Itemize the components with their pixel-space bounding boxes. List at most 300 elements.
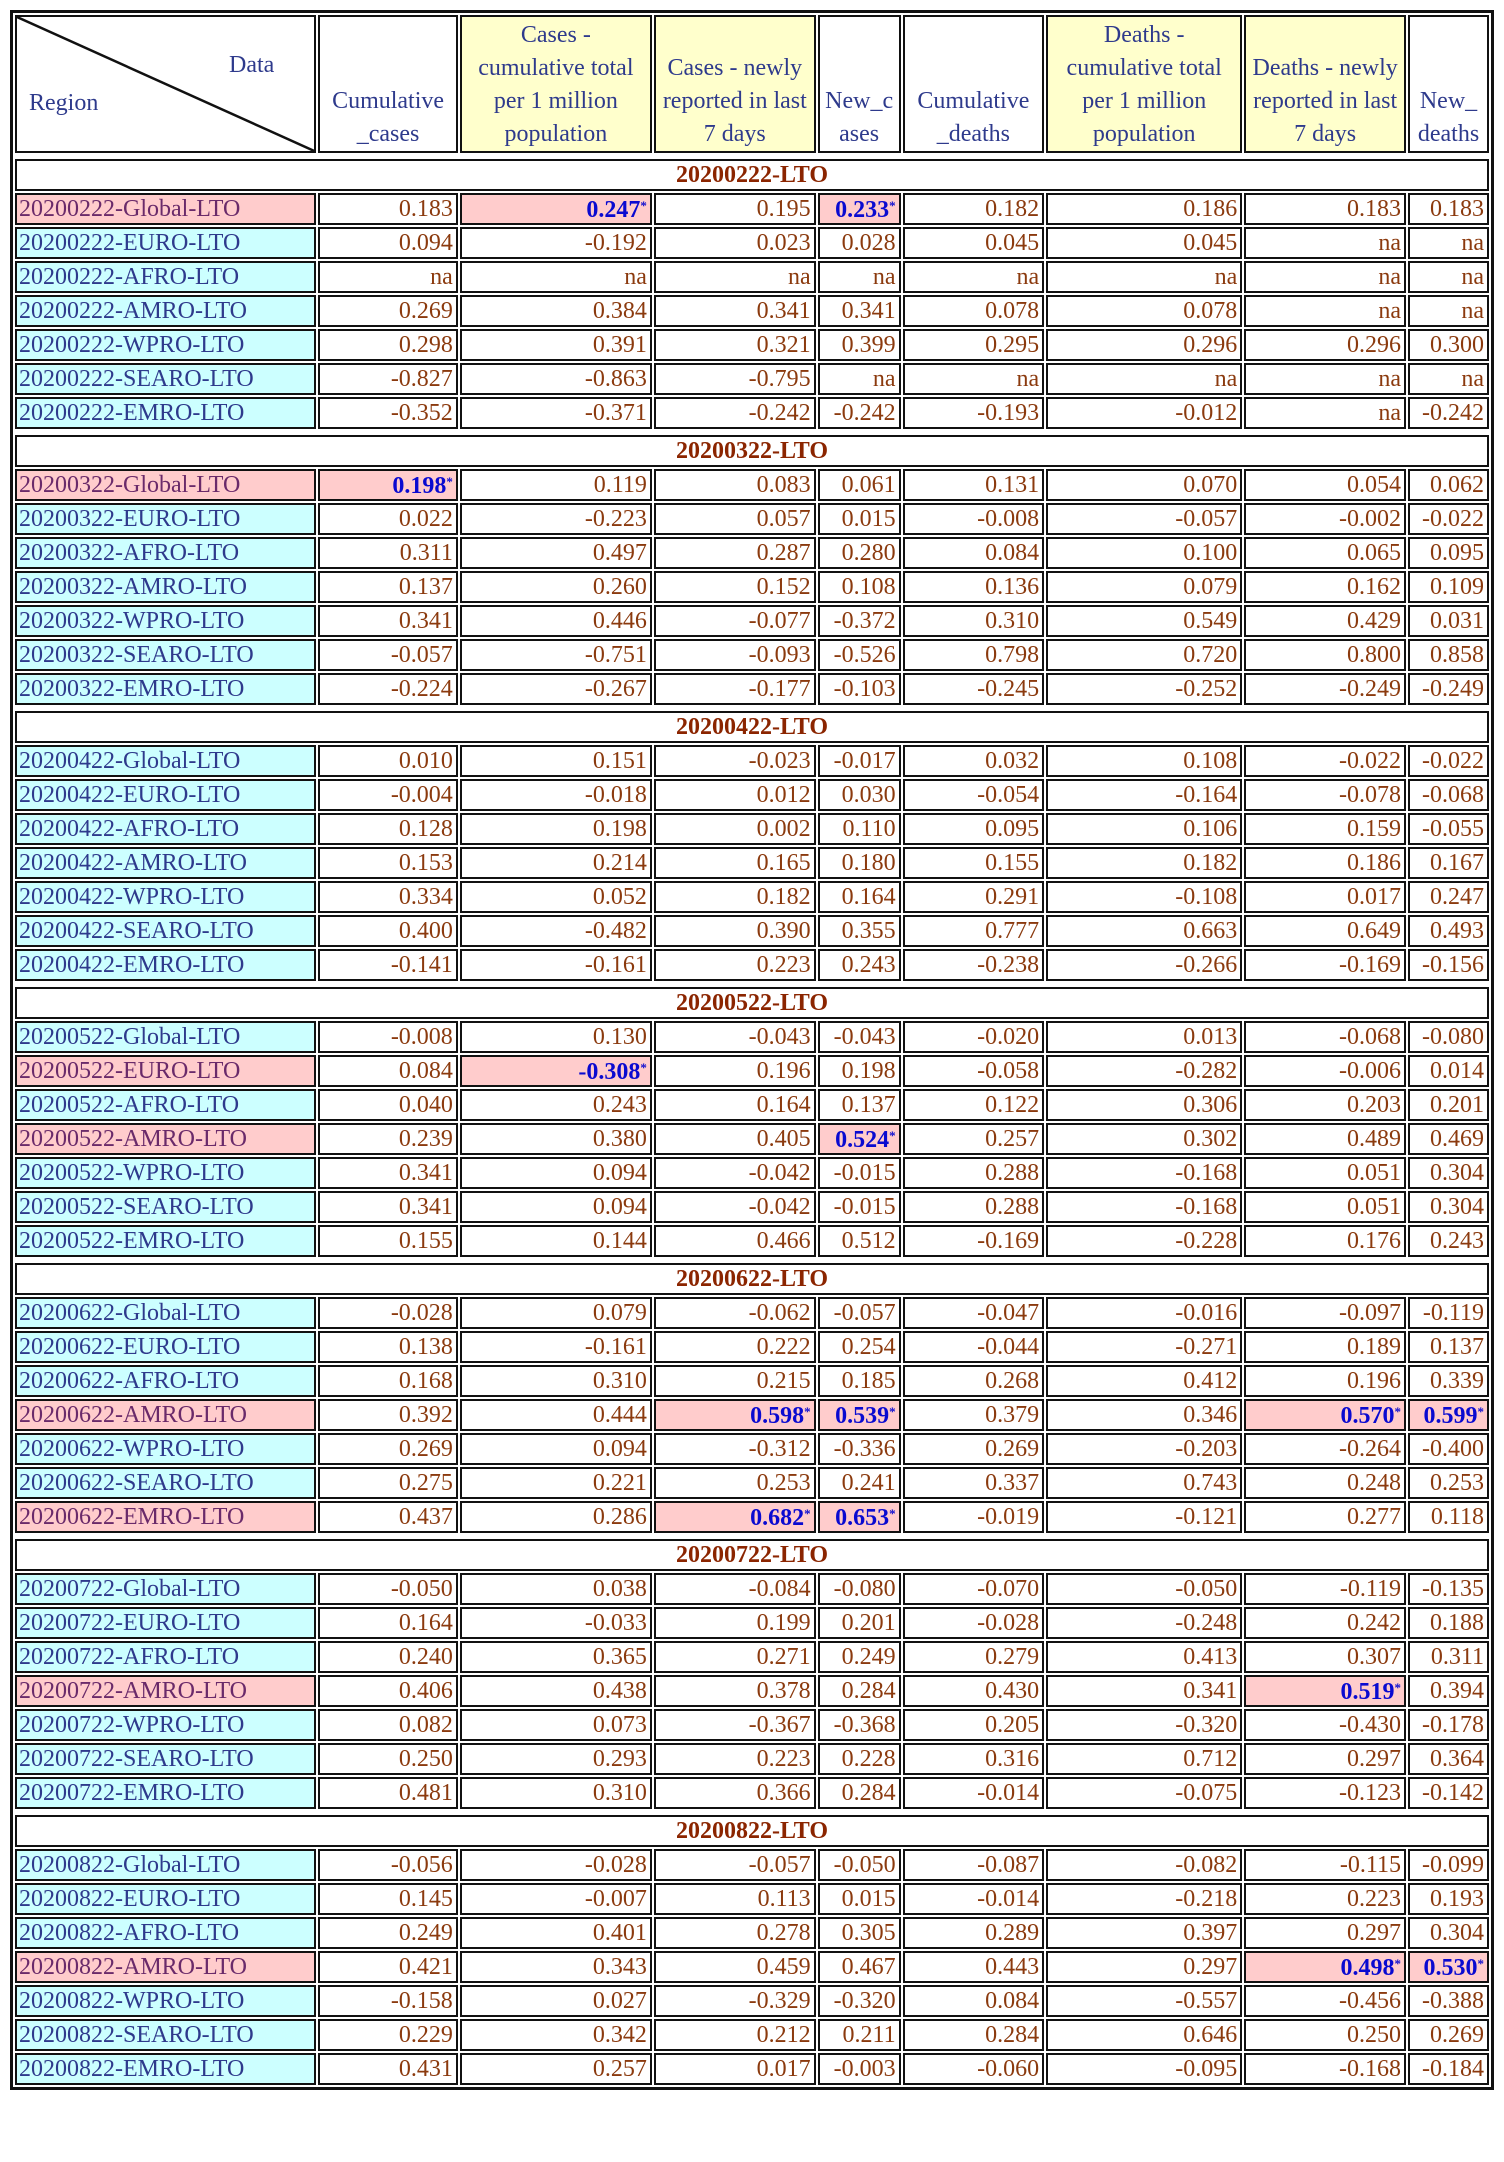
table-row xyxy=(15,397,1489,429)
value-cell: -0.119 xyxy=(1244,1573,1406,1605)
value-cell: 0.321 xyxy=(654,329,816,361)
region-cell: 20200722-WPRO-LTO xyxy=(15,1709,316,1741)
value-cell: 0.199 xyxy=(654,1607,816,1639)
significant-value-cell xyxy=(460,1055,652,1087)
value-cell: 0.858 xyxy=(1408,639,1489,671)
value-cell: 0.284 xyxy=(818,1777,901,1809)
value-cell: 0.798 xyxy=(903,639,1045,671)
value-cell: -0.178 xyxy=(1408,1709,1489,1741)
table-row xyxy=(15,1951,1489,1983)
region-cell: 20200322-WPRO-LTO xyxy=(15,605,316,637)
value-cell: -0.050 xyxy=(1046,1573,1242,1605)
value-cell: 0.062 xyxy=(1408,469,1489,501)
value-cell: -0.252 xyxy=(1046,673,1242,705)
table-row xyxy=(15,847,1489,879)
significant-value-cell xyxy=(818,1123,901,1155)
value-cell: 0.297 xyxy=(1244,1917,1406,1949)
table-row xyxy=(15,1501,1489,1533)
value-cell: 0.152 xyxy=(654,571,816,603)
value-cell: 0.095 xyxy=(903,813,1045,845)
value-cell: -0.082 xyxy=(1046,1849,1242,1881)
correlation-table xyxy=(13,13,1491,2087)
value-cell: 0.073 xyxy=(460,1709,652,1741)
value-cell: 0.078 xyxy=(903,295,1045,327)
table-body xyxy=(15,155,1489,2085)
value-cell: -0.023 xyxy=(654,745,816,777)
value-cell: -0.161 xyxy=(460,949,652,981)
region-cell: 20200222-AMRO-LTO xyxy=(15,295,316,327)
region-cell: 20200622-EMRO-LTO xyxy=(15,1501,316,1533)
table-row xyxy=(15,193,1489,225)
value-cell: 0.240 xyxy=(318,1641,458,1673)
corner-header-cell xyxy=(15,15,316,153)
value-cell: 0.341 xyxy=(1046,1675,1242,1707)
value-cell: 0.438 xyxy=(460,1675,652,1707)
value-cell: 0.243 xyxy=(818,949,901,981)
value-text: 0.247 xyxy=(586,197,641,223)
value-cell: 0.211 xyxy=(818,2019,901,2051)
value-cell: 0.284 xyxy=(903,2019,1045,2051)
value-cell: 0.342 xyxy=(460,2019,652,2051)
region-cell: 20200622-WPRO-LTO xyxy=(15,1433,316,1465)
table-row xyxy=(15,2019,1489,2051)
value-cell: 0.183 xyxy=(318,193,458,225)
value-cell: 0.065 xyxy=(1244,537,1406,569)
significance-asterisk-icon: * xyxy=(446,474,453,489)
value-cell: 0.028 xyxy=(818,227,901,259)
value-cell: 0.429 xyxy=(1244,605,1406,637)
table-row xyxy=(15,605,1489,637)
region-cell: 20200822-AFRO-LTO xyxy=(15,1917,316,1949)
table-row xyxy=(15,779,1489,811)
value-cell: -0.060 xyxy=(903,2053,1045,2085)
value-cell: -0.264 xyxy=(1244,1433,1406,1465)
value-cell: 0.305 xyxy=(818,1917,901,1949)
significance-asterisk-icon: * xyxy=(804,1404,811,1419)
value-cell: -0.056 xyxy=(318,1849,458,1881)
table-row xyxy=(15,1365,1489,1397)
value-cell: 0.421 xyxy=(318,1951,458,1983)
value-cell: -0.320 xyxy=(1046,1709,1242,1741)
value-cell: 0.268 xyxy=(903,1365,1045,1397)
value-cell: 0.291 xyxy=(903,881,1045,913)
value-cell: -0.058 xyxy=(903,1055,1045,1087)
value-cell: 0.168 xyxy=(318,1365,458,1397)
table-row xyxy=(15,1777,1489,1809)
value-cell: 0.446 xyxy=(460,605,652,637)
value-cell: -0.047 xyxy=(903,1297,1045,1329)
value-cell: 0.223 xyxy=(1244,1883,1406,1915)
section-gap xyxy=(15,983,1489,985)
table-row xyxy=(15,503,1489,535)
value-cell: 0.022 xyxy=(318,503,458,535)
region-cell: 20200222-Global-LTO xyxy=(15,193,316,225)
region-cell: 20200622-SEARO-LTO xyxy=(15,1467,316,1499)
value-cell: 0.084 xyxy=(318,1055,458,1087)
significance-asterisk-icon: * xyxy=(1394,1956,1402,1971)
value-cell: 0.052 xyxy=(460,881,652,913)
value-cell: -0.054 xyxy=(903,779,1045,811)
corner-label-region: Region xyxy=(29,90,99,116)
value-cell: 0.288 xyxy=(903,1191,1045,1223)
value-cell: -0.312 xyxy=(654,1433,816,1465)
value-cell: -0.184 xyxy=(1408,2053,1489,2085)
value-cell: 0.078 xyxy=(1046,295,1242,327)
value-cell: 0.337 xyxy=(903,1467,1045,1499)
section-gap xyxy=(15,155,1489,157)
value-cell: -0.075 xyxy=(1046,1777,1242,1809)
value-cell: -0.080 xyxy=(1408,1021,1489,1053)
value-cell: 0.295 xyxy=(903,329,1045,361)
value-cell: -0.224 xyxy=(318,673,458,705)
table-row xyxy=(15,329,1489,361)
value-cell: -0.557 xyxy=(1046,1985,1242,2017)
value-cell: -0.795 xyxy=(654,363,816,395)
value-cell: 0.311 xyxy=(318,537,458,569)
value-cell: 0.196 xyxy=(1244,1365,1406,1397)
value-cell: 0.355 xyxy=(818,915,901,947)
table-row xyxy=(15,295,1489,327)
region-cell: 20200222-WPRO-LTO xyxy=(15,329,316,361)
value-cell: 0.040 xyxy=(318,1089,458,1121)
column-header: Cumulative _deaths xyxy=(903,15,1045,153)
value-text: 0.519 xyxy=(1340,1679,1395,1705)
value-cell: 0.032 xyxy=(903,745,1045,777)
value-cell: -0.456 xyxy=(1244,1985,1406,2017)
table-row xyxy=(15,2053,1489,2085)
value-cell: -0.062 xyxy=(654,1297,816,1329)
value-cell: 0.346 xyxy=(1046,1399,1242,1431)
region-cell: 20200722-EURO-LTO xyxy=(15,1607,316,1639)
section-title: 20200822-LTO xyxy=(15,1815,1489,1847)
value-cell: -0.371 xyxy=(460,397,652,429)
value-cell: 0.277 xyxy=(1244,1501,1406,1533)
value-cell: 0.512 xyxy=(818,1225,901,1257)
value-cell: 0.185 xyxy=(818,1365,901,1397)
value-cell: 0.380 xyxy=(460,1123,652,1155)
value-cell: 0.031 xyxy=(1408,605,1489,637)
value-cell: 0.153 xyxy=(318,847,458,879)
table-row xyxy=(15,1123,1489,1155)
value-cell: 0.334 xyxy=(318,881,458,913)
value-cell: 0.054 xyxy=(1244,469,1406,501)
value-cell: na xyxy=(1244,295,1406,327)
value-cell: 0.010 xyxy=(318,745,458,777)
value-cell: -0.103 xyxy=(818,673,901,705)
table-row xyxy=(15,745,1489,777)
value-cell: na xyxy=(1244,363,1406,395)
value-cell: -0.863 xyxy=(460,363,652,395)
value-cell: -0.218 xyxy=(1046,1883,1242,1915)
value-cell: 0.391 xyxy=(460,329,652,361)
value-cell: 0.307 xyxy=(1244,1641,1406,1673)
section-title: 20200522-LTO xyxy=(15,987,1489,1019)
value-cell: 0.083 xyxy=(654,469,816,501)
significant-value-cell xyxy=(818,1501,901,1533)
value-cell: 0.297 xyxy=(1244,1743,1406,1775)
value-text: 0.599 xyxy=(1423,1403,1478,1429)
value-cell: 0.304 xyxy=(1408,1191,1489,1223)
value-cell: 0.164 xyxy=(818,881,901,913)
section-gap xyxy=(15,707,1489,709)
value-cell: -0.050 xyxy=(318,1573,458,1605)
table-row xyxy=(15,469,1489,501)
value-cell: 0.248 xyxy=(1244,1467,1406,1499)
significant-value-cell xyxy=(1408,1399,1489,1431)
value-cell: 0.051 xyxy=(1244,1191,1406,1223)
value-cell: na xyxy=(1046,363,1242,395)
value-cell: -0.336 xyxy=(818,1433,901,1465)
value-cell: -0.017 xyxy=(818,745,901,777)
section-header-row xyxy=(15,1539,1489,1571)
value-cell: 0.223 xyxy=(654,949,816,981)
value-cell: 0.130 xyxy=(460,1021,652,1053)
region-cell: 20200422-EURO-LTO xyxy=(15,779,316,811)
value-cell: 0.205 xyxy=(903,1709,1045,1741)
value-cell: 0.221 xyxy=(460,1467,652,1499)
value-cell: -0.367 xyxy=(654,1709,816,1741)
value-cell: 0.094 xyxy=(460,1433,652,1465)
value-cell: 0.095 xyxy=(1408,537,1489,569)
significance-asterisk-icon: * xyxy=(1477,1404,1484,1419)
table-row xyxy=(15,1399,1489,1431)
value-cell: -0.016 xyxy=(1046,1297,1242,1329)
value-cell: 0.061 xyxy=(818,469,901,501)
value-cell: 0.017 xyxy=(1244,881,1406,913)
section-header-row xyxy=(15,987,1489,1019)
value-cell: -0.526 xyxy=(818,639,901,671)
value-cell: 0.110 xyxy=(818,813,901,845)
value-cell: 0.014 xyxy=(1408,1055,1489,1087)
value-cell: na xyxy=(460,261,652,293)
value-cell: 0.302 xyxy=(1046,1123,1242,1155)
region-cell: 20200522-SEARO-LTO xyxy=(15,1191,316,1223)
value-cell: -0.249 xyxy=(1408,673,1489,705)
value-cell: -0.014 xyxy=(903,1883,1045,1915)
column-header: Deaths - cumulative total per 1 million population xyxy=(1046,15,1242,153)
table-row xyxy=(15,1331,1489,1363)
value-cell: -0.482 xyxy=(460,915,652,947)
value-cell: 0.431 xyxy=(318,2053,458,2085)
value-cell: 0.390 xyxy=(654,915,816,947)
value-cell: 0.777 xyxy=(903,915,1045,947)
value-cell: -0.271 xyxy=(1046,1331,1242,1363)
value-cell: 0.188 xyxy=(1408,1607,1489,1639)
region-cell: 20200522-EURO-LTO xyxy=(15,1055,316,1087)
value-cell: -0.057 xyxy=(818,1297,901,1329)
significance-asterisk-icon: * xyxy=(1394,1680,1402,1695)
value-cell: 0.249 xyxy=(318,1917,458,1949)
value-cell: na xyxy=(1244,261,1406,293)
value-cell: 0.109 xyxy=(1408,571,1489,603)
value-cell: 0.306 xyxy=(1046,1089,1242,1121)
value-cell: 0.094 xyxy=(318,227,458,259)
value-cell: 0.310 xyxy=(460,1365,652,1397)
table-row xyxy=(15,1089,1489,1121)
value-cell: -0.156 xyxy=(1408,949,1489,981)
value-cell: 0.100 xyxy=(1046,537,1242,569)
value-cell: -0.242 xyxy=(654,397,816,429)
value-cell: 0.296 xyxy=(1046,329,1242,361)
value-text: 0.198 xyxy=(392,473,447,499)
value-cell: 0.222 xyxy=(654,1331,816,1363)
region-cell: 20200722-AMRO-LTO xyxy=(15,1675,316,1707)
value-cell: -0.245 xyxy=(903,673,1045,705)
value-cell: -0.119 xyxy=(1408,1297,1489,1329)
value-cell: 0.720 xyxy=(1046,639,1242,671)
significance-asterisk-icon: * xyxy=(889,1506,896,1521)
section-header-row xyxy=(15,435,1489,467)
region-cell: 20200322-EMRO-LTO xyxy=(15,673,316,705)
value-cell: na xyxy=(654,261,816,293)
table-row xyxy=(15,949,1489,981)
value-cell: 0.339 xyxy=(1408,1365,1489,1397)
value-cell: 0.364 xyxy=(1408,1743,1489,1775)
value-cell: 0.311 xyxy=(1408,1641,1489,1673)
value-cell: -0.078 xyxy=(1244,779,1406,811)
value-cell: -0.242 xyxy=(818,397,901,429)
region-cell: 20200722-EMRO-LTO xyxy=(15,1777,316,1809)
value-cell: -0.097 xyxy=(1244,1297,1406,1329)
region-cell: 20200422-AFRO-LTO xyxy=(15,813,316,845)
value-cell: 0.079 xyxy=(460,1297,652,1329)
value-cell: 0.215 xyxy=(654,1365,816,1397)
value-cell: -0.177 xyxy=(654,673,816,705)
region-cell: 20200822-AMRO-LTO xyxy=(15,1951,316,1983)
value-cell: -0.077 xyxy=(654,605,816,637)
region-cell: 20200422-EMRO-LTO xyxy=(15,949,316,981)
significance-asterisk-icon: * xyxy=(889,1404,896,1419)
value-cell: 0.162 xyxy=(1244,571,1406,603)
table-row xyxy=(15,1055,1489,1087)
value-cell: -0.057 xyxy=(1046,503,1242,535)
value-cell: 0.223 xyxy=(654,1743,816,1775)
value-cell: 0.082 xyxy=(318,1709,458,1741)
value-cell: 0.137 xyxy=(818,1089,901,1121)
region-cell: 20200722-SEARO-LTO xyxy=(15,1743,316,1775)
significant-value-cell xyxy=(818,1399,901,1431)
significance-asterisk-icon: * xyxy=(889,1128,896,1143)
section-header-row xyxy=(15,159,1489,191)
value-cell: -0.028 xyxy=(460,1849,652,1881)
value-cell: -0.087 xyxy=(903,1849,1045,1881)
section-title: 20200322-LTO xyxy=(15,435,1489,467)
value-cell: na xyxy=(1408,261,1489,293)
value-cell: -0.093 xyxy=(654,639,816,671)
value-cell: 0.250 xyxy=(1244,2019,1406,2051)
value-cell: 0.198 xyxy=(460,813,652,845)
value-cell: -0.142 xyxy=(1408,1777,1489,1809)
section-header-row xyxy=(15,1263,1489,1295)
diagonal-divider-icon xyxy=(17,17,314,151)
value-cell: -0.057 xyxy=(318,639,458,671)
value-cell: -0.108 xyxy=(1046,881,1242,913)
value-text: 0.570 xyxy=(1340,1403,1395,1429)
region-cell: 20200622-EURO-LTO xyxy=(15,1331,316,1363)
value-cell: 0.108 xyxy=(818,571,901,603)
value-cell: 0.279 xyxy=(903,1641,1045,1673)
table-row xyxy=(15,673,1489,705)
value-cell: 0.341 xyxy=(318,1157,458,1189)
table-row xyxy=(15,881,1489,913)
value-cell: -0.022 xyxy=(1244,745,1406,777)
value-cell: -0.002 xyxy=(1244,503,1406,535)
value-cell: 0.459 xyxy=(654,1951,816,1983)
value-cell: -0.329 xyxy=(654,1985,816,2017)
value-cell: 0.288 xyxy=(903,1157,1045,1189)
value-cell: -0.267 xyxy=(460,673,652,705)
value-cell: 0.203 xyxy=(1244,1089,1406,1121)
value-cell: -0.169 xyxy=(1244,949,1406,981)
value-cell: 0.443 xyxy=(903,1951,1045,1983)
value-cell: -0.266 xyxy=(1046,949,1242,981)
significance-asterisk-icon: * xyxy=(640,198,647,213)
value-text: 0.539 xyxy=(835,1403,890,1429)
value-cell: na xyxy=(1408,227,1489,259)
value-cell: 0.271 xyxy=(654,1641,816,1673)
section-title: 20200622-LTO xyxy=(15,1263,1489,1295)
value-cell: 0.180 xyxy=(818,847,901,879)
value-cell: -0.068 xyxy=(1408,779,1489,811)
value-cell: 0.151 xyxy=(460,745,652,777)
value-cell: -0.057 xyxy=(654,1849,816,1881)
corner-label-data: Data xyxy=(228,52,275,78)
value-cell: 0.384 xyxy=(460,295,652,327)
value-cell: -0.084 xyxy=(654,1573,816,1605)
value-cell: 0.365 xyxy=(460,1641,652,1673)
value-cell: 0.201 xyxy=(1408,1089,1489,1121)
value-text: 0.498 xyxy=(1340,1955,1395,1981)
value-cell: -0.008 xyxy=(318,1021,458,1053)
value-cell: -0.388 xyxy=(1408,1985,1489,2017)
value-cell: 0.392 xyxy=(318,1399,458,1431)
significance-asterisk-icon: * xyxy=(889,198,896,213)
value-cell: -0.320 xyxy=(818,1985,901,2017)
value-cell: 0.196 xyxy=(654,1055,816,1087)
value-cell: 0.663 xyxy=(1046,915,1242,947)
value-cell: 0.253 xyxy=(654,1467,816,1499)
value-cell: 0.800 xyxy=(1244,639,1406,671)
region-cell: 20200622-AFRO-LTO xyxy=(15,1365,316,1397)
value-cell: 0.212 xyxy=(654,2019,816,2051)
value-cell: -0.099 xyxy=(1408,1849,1489,1881)
value-cell: 0.400 xyxy=(318,915,458,947)
significant-value-cell xyxy=(1244,1951,1406,1983)
value-cell: 0.030 xyxy=(818,779,901,811)
value-cell: -0.042 xyxy=(654,1157,816,1189)
region-cell: 20200222-EURO-LTO xyxy=(15,227,316,259)
value-cell: -0.006 xyxy=(1244,1055,1406,1087)
value-cell: 0.159 xyxy=(1244,813,1406,845)
value-cell: 0.293 xyxy=(460,1743,652,1775)
table-row xyxy=(15,1225,1489,1257)
value-cell: 0.286 xyxy=(460,1501,652,1533)
table-row xyxy=(15,1917,1489,1949)
value-cell: 0.017 xyxy=(654,2053,816,2085)
column-header: Deaths - newly reported in last 7 days xyxy=(1244,15,1406,153)
value-cell: 0.015 xyxy=(818,1883,901,1915)
value-cell: 0.057 xyxy=(654,503,816,535)
value-text: -0.308 xyxy=(578,1059,641,1085)
section-title: 20200222-LTO xyxy=(15,159,1489,191)
value-cell: -0.249 xyxy=(1244,673,1406,705)
value-cell: 0.269 xyxy=(318,1433,458,1465)
region-cell: 20200322-AFRO-LTO xyxy=(15,537,316,569)
significant-value-cell xyxy=(654,1501,816,1533)
region-cell: 20200322-SEARO-LTO xyxy=(15,639,316,671)
table-row xyxy=(15,571,1489,603)
value-cell: -0.827 xyxy=(318,363,458,395)
